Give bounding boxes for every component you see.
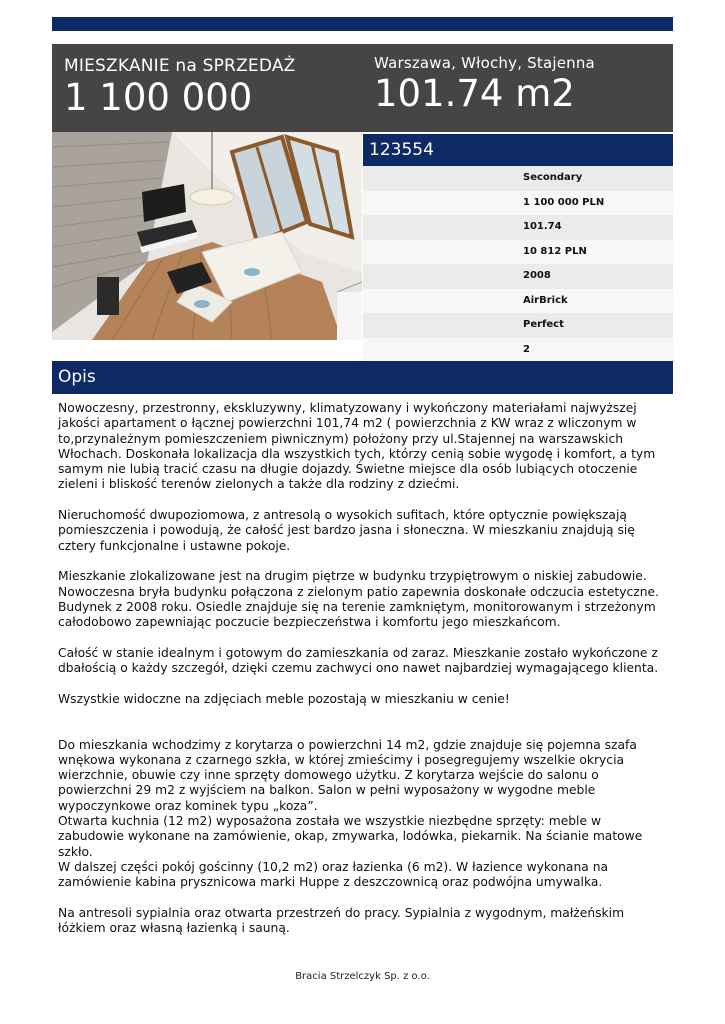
header-left bbox=[64, 56, 296, 120]
spec-price-per-m2: 10 812 PLN bbox=[363, 240, 673, 265]
spec-floor: 2 bbox=[363, 338, 673, 363]
apartment-photo bbox=[52, 132, 362, 340]
footer-company: Bracia Strzelczyk Sp. z o.o. bbox=[295, 971, 430, 982]
header-right bbox=[374, 54, 595, 116]
description-paragraph: Do mieszkania wchodzimy z korytarza o powierzchni 14 m2, gdzie znajduje się pojemna szafa wnękowa wykonana z czarnego szkła, w której zmieścimy i posegregujemy wszelkie okrycia wierzchnie, obuwie czy inne sprzęty domowego użytku. Z korytarza wejście do salonu o powierzchni 29 m2 z wyjściem na balkon. Salon w pełni wyposażony w wygodne meble wypoczynkowe oraz kominek typu „koza”. Otwarta kuchnia (12 m2) wyposażona została we wszystkie niezbędne sprzęty: meble w zabudowie wykonane na zamówienie, okap, zmywarka, lodówka, piekarnik. Na ścianie matowe szkło. W dalszej części pokój gościnny (10,2 m2) oraz łazienka (6 m2). W łazience wykonana na zamówienie kabina prysznicowa marki Huppe z deszczownicą oraz podwójna umywalka. bbox=[58, 737, 643, 890]
description-paragraph: Na antresoli sypialnia oraz otwarta przestrzeń do pracy. Sypialnia z wygodnym, małżeńskim łóżkiem oraz własną łazienką i sauną. bbox=[58, 905, 625, 936]
listing-header bbox=[52, 44, 673, 132]
spec-year: 2008 bbox=[363, 264, 673, 289]
spec-area: 101.74 bbox=[363, 215, 673, 240]
listing-price: 1 100 000 bbox=[64, 76, 253, 119]
listing-id: 123554 bbox=[363, 134, 673, 166]
description-paragraph: Mieszkanie zlokalizowane jest na drugim piętrze w budynku trzypiętrowym o niskiej zabudowie. Nowoczesna bryła budynku połączona z zielonym patio zapewnia doskonałe odczucia estetyczne. Budynek z 2008 roku. Osiedle znajduje się na terenie zamkniętym, monitorowanym i strzeżonym całodobowo zapewniając poczucie bezpieczeństwa i komfortu jego mieszkańcom. bbox=[58, 569, 659, 630]
description-paragraph: Całość w stanie idealnym i gotowym do zamieszkania od zaraz. Mieszkanie zostało wykończone z dbałością o każdy szczegół, dzięki czemu zachwyci ono nawet najbardziej wymagającego klienta. bbox=[58, 645, 659, 676]
spec-condition: Perfect bbox=[363, 313, 673, 338]
spec-material: AirBrick bbox=[363, 289, 673, 314]
top-accent-bar bbox=[52, 17, 673, 31]
listing-location: Warszawa, Włochy, Stajenna bbox=[374, 54, 595, 72]
listing-type: MIESZKANIE na SPRZEDAŻ bbox=[64, 56, 296, 76]
spec-price: 1 100 000 PLN bbox=[363, 191, 673, 216]
spec-table bbox=[363, 166, 673, 362]
description-paragraph: Nowoczesny, przestronny, ekskluzywny, klimatyzowany i wykończony materiałami najwyższej jakości apartament o łącznej powierzchni 101,74 m2 ( powierzchnia z KW wraz z wliczonym w to,przynależnym pomieszczeniem piwnicznym) położony przy ul.Stajennej na warszawskich Włochach. Doskonała lokalizacja dla wszystkich tych, którzy cenią sobie wygodę i komfort, a tym samym nie lubią tracić czasu na długie dojazdy. Świetne miejsce dla osób lubiących otoczenie zieleni i bliskość terenów zielonych a także dla rodziny z dziećmi. bbox=[58, 401, 656, 492]
description-paragraph: Nieruchomość dwupoziomowa, z antresolą o wysokich sufitach, które optycznie powiększają pomieszczenia i powodują, że całość jest bardzo jasna i słoneczna. W mieszkaniu znajdują się cztery funkcjonalne i ustawne pokoje. bbox=[58, 508, 635, 553]
description-paragraph: Wszystkie widoczne na zdjęciach meble pozostają w mieszkaniu w cenie! bbox=[58, 691, 510, 706]
spec-market: Secondary bbox=[363, 166, 673, 191]
listing-area: 101.74 m2 bbox=[374, 72, 575, 115]
section-title: Opis bbox=[52, 361, 673, 394]
description bbox=[58, 401, 670, 936]
